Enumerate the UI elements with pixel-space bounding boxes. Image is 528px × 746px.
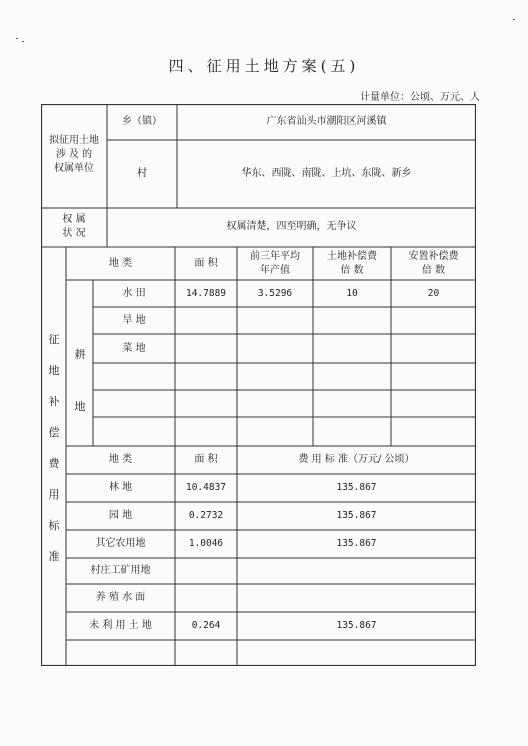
arable-row-area: 14.7889	[185, 288, 227, 299]
other-row-area: 0.2732	[188, 510, 224, 521]
compensation-standard-label: 征 地 补 偿 费 用 标 准	[48, 333, 60, 563]
unit-note: 计量单位：公顷、万元、人	[360, 92, 480, 103]
arable-row-resettle: 20	[427, 288, 440, 299]
ownership-status-value: 权属清楚，四至明确，无争议	[226, 221, 357, 232]
other-row-standard: 135.867	[336, 482, 377, 493]
arable-header-area: 面 积	[194, 258, 218, 269]
other-row-area: 1.0046	[188, 538, 224, 549]
arable-row-type: 旱 地	[122, 315, 146, 326]
other-row-standard: 135.867	[336, 620, 377, 631]
other-row-standard: 135.867	[336, 510, 377, 521]
page-title: 四、征用土地方案(五)	[168, 57, 360, 75]
land-compensation-table	[41, 104, 476, 666]
arable-header-land-comp: 土地补偿费 倍 数	[327, 251, 377, 276]
arable-row-type: 水 田	[122, 288, 146, 299]
other-row-type: 园 地	[108, 510, 133, 521]
other-row-type: 养 殖 水 面	[95, 592, 146, 603]
township-label: 乡（镇）	[122, 116, 162, 127]
arable-header-resettle: 安置补偿费 倍 数	[408, 251, 459, 276]
village-value: 华东、西陇、南陇、上坑、东陇、新乡	[241, 168, 412, 179]
arable-header-type: 地 类	[108, 258, 133, 269]
other-row-type: 村庄工矿用地	[90, 565, 151, 576]
arable-land-label: 耕 地	[74, 348, 86, 413]
other-row-area: 10.4837	[185, 482, 227, 493]
other-row-area: 0.264	[191, 620, 221, 631]
arable-header-avg-value: 前三年平均 年产值	[250, 251, 300, 276]
arable-row-land-comp: 10	[346, 288, 358, 299]
ownership-status-label: 权 属 状 况	[62, 214, 86, 239]
other-row-standard: 135.867	[336, 538, 377, 549]
arable-row-avg-value: 3.5296	[257, 288, 293, 299]
other-row-type: 其它农用地	[95, 538, 146, 549]
other-row-type: 未 利 用 土 地	[89, 620, 152, 631]
other-header-area: 面 积	[194, 454, 218, 465]
other-header-standard: 费 用 标 准（万元/ 公顷）	[298, 454, 415, 465]
owner-unit-label: 拟征用土地 涉 及 的 权属单位	[49, 135, 99, 174]
township-value: 广东省汕头市潮阳区河溪镇	[266, 116, 387, 127]
other-row-type: 林 地	[108, 482, 133, 493]
other-header-type: 地 类	[108, 454, 133, 465]
table-grid-lines	[41, 104, 476, 666]
village-label: 村	[137, 168, 147, 179]
arable-row-type: 菜 地	[122, 343, 146, 354]
